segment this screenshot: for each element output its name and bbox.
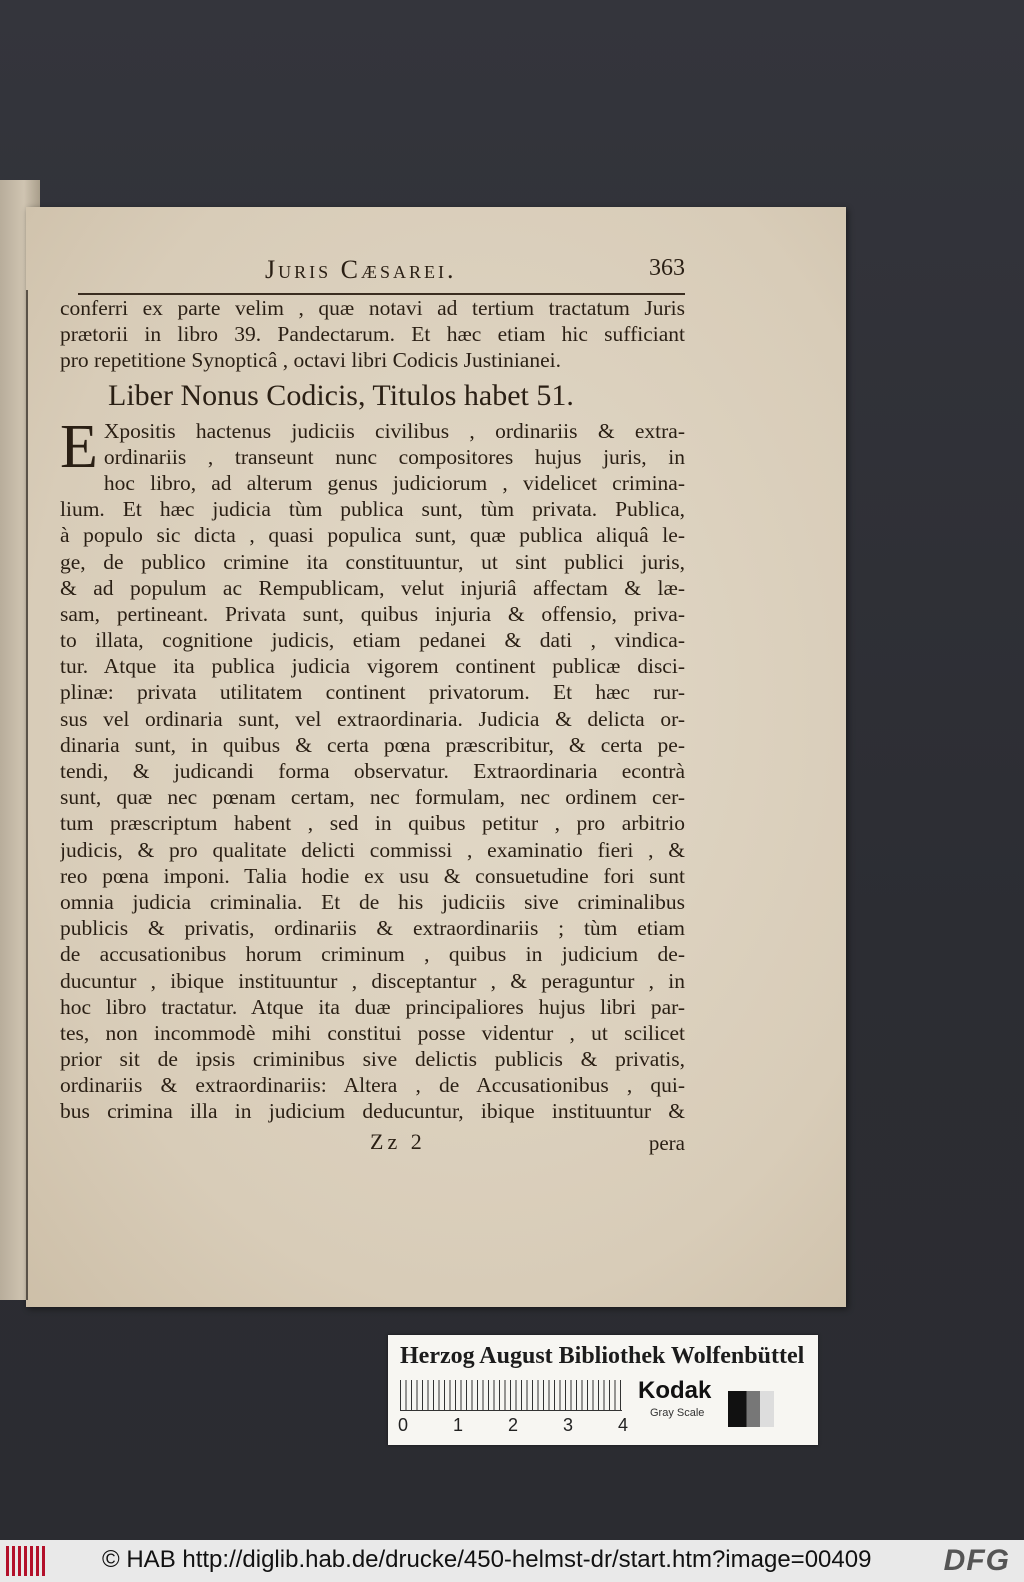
body-line: Xpositis hactenus judiciis civilibus , ordinariis & extra- (103, 418, 685, 443)
ruler-numbers (398, 1415, 638, 1437)
header-rule (78, 293, 685, 295)
running-head (60, 255, 685, 295)
body-line: ordinariis , transeunt nunc compositores hujus juris, in (103, 444, 685, 469)
intro-line: conferri ex parte velim , quæ notavi ad tertium tractatum Juris (60, 296, 685, 320)
gray-scale-label: Gray Scale (650, 1407, 705, 1419)
ruler-number: 4 (618, 1415, 629, 1435)
body-line: judicis, & pro qualitate delicti commissi , examinatio fieri , & (60, 837, 685, 862)
body-line: de accusationibus horum criminum , quibus in judicium de- (60, 942, 685, 967)
ruler-number: 2 (508, 1415, 519, 1435)
book-heading: Liber Nonus Codicis, Titulos habet 51. (108, 378, 574, 412)
body-line: tes, non incommodè mihi constitui posse videntur , ut scilicet (60, 1020, 685, 1045)
body-line: ge, de publico crimine ita constituuntur, ut sint publici juris, (60, 549, 685, 574)
page-footer-line (60, 1129, 685, 1163)
body-line: tendi, & judicandi forma observatur. Extraordinaria econtrà (60, 759, 685, 783)
intro-line: prætorii in libro 39. Pandectarum. Et hæc etiam hic sufficiant (60, 322, 685, 347)
signature-mark: Zz 2 (370, 1128, 426, 1154)
body-line: omnia judicia criminalia. Et de his judiciis sive criminalibus (60, 889, 685, 914)
library-color-card (388, 1335, 818, 1445)
body-line: bus crimina illa in judicium deducuntur, ibique instituuntur & (60, 1099, 685, 1124)
body-line: ducuntur , ibique instituuntur , disceptantur , & peraguntur , in (60, 968, 685, 993)
gray-scale-swatch (728, 1391, 774, 1427)
intro-line: pro repetitione Synopticâ , octavi libri Codicis Justinianei. (60, 348, 561, 373)
body-line: sus vel ordinaria sunt, vel extraordinaria. Judicia & delicta or- (60, 706, 685, 731)
body-line: sam, pertineant. Privata sunt, quibus injuria & offensio, priva- (60, 601, 685, 626)
footer-citation-link[interactable]: © HAB http://diglib.hab.de/drucke/450-helmst-dr/start.htm?image=00409 (102, 1546, 872, 1573)
body-line: sunt, quæ nec pœnam certam, nec formulam, nec ordinem cer- (60, 785, 685, 810)
library-name: Herzog August Bibliothek Wolfenbüttel (400, 1343, 805, 1369)
drop-cap: E (60, 412, 98, 481)
body-line: hoc libro, ad alterum genus judiciorum , videlicet crimina- (103, 470, 685, 495)
body-line: prior sit de ipsis criminibus sive delictis publicis & privatis, (60, 1047, 685, 1072)
ruler-number: 0 (398, 1415, 409, 1435)
body-line: & ad populum ac Rempublicam, velut injuriâ affectam & læ- (60, 575, 685, 600)
ruler-scale (400, 1380, 622, 1411)
body-line: to illata, cognitione judicis, etiam pedanei & dati , vindica- (60, 628, 685, 653)
body-line: ordinariis & extraordinariis: Altera , de Accusationibus , qui- (60, 1073, 685, 1098)
catchword: pera (648, 1130, 685, 1155)
body-line: reo pœna imponi. Talia hodie ex usu & consuetudine fori sunt (60, 863, 685, 888)
body-line: tum præscriptum habent , sed in quibus petitur , pro arbitrio (60, 811, 685, 836)
body-paragraph (60, 412, 685, 1125)
footer-bar (0, 1540, 1024, 1582)
ruler-number: 3 (563, 1415, 574, 1435)
page-fold-line (26, 290, 28, 1300)
ruler-number: 1 (453, 1415, 464, 1435)
page-number: 363 (649, 255, 685, 281)
hab-barcode-icon (6, 1546, 48, 1576)
body-line: hoc libro tractatur. Atque ita duæ principaliores hujus libri par- (60, 994, 685, 1019)
body-line: lium. Et hæc judicia tùm publica sunt, tùm privata. Publica, (60, 497, 685, 522)
body-line: plinæ: privata utilitatem continent privatorum. Et hæc rur- (60, 680, 685, 705)
body-line: tur. Atque ita publica judicia vigorem continent publicæ disci- (60, 654, 685, 679)
dfg-logo: DFG (943, 1544, 1010, 1577)
body-line: dinaria sunt, in quibus & certa pœna præscribitur, & certa pe- (60, 732, 685, 757)
body-line: à populo sic dicta , quasi populica sunt, quæ publica aliquâ le- (60, 523, 685, 548)
body-line: publicis & privatis, ordinariis & extraordinariis ; tùm etiam (60, 916, 685, 941)
page-text-block (60, 255, 685, 1163)
kodak-logo: Kodak (638, 1377, 712, 1404)
running-head-title: Juris Cæsarei. (265, 255, 457, 284)
